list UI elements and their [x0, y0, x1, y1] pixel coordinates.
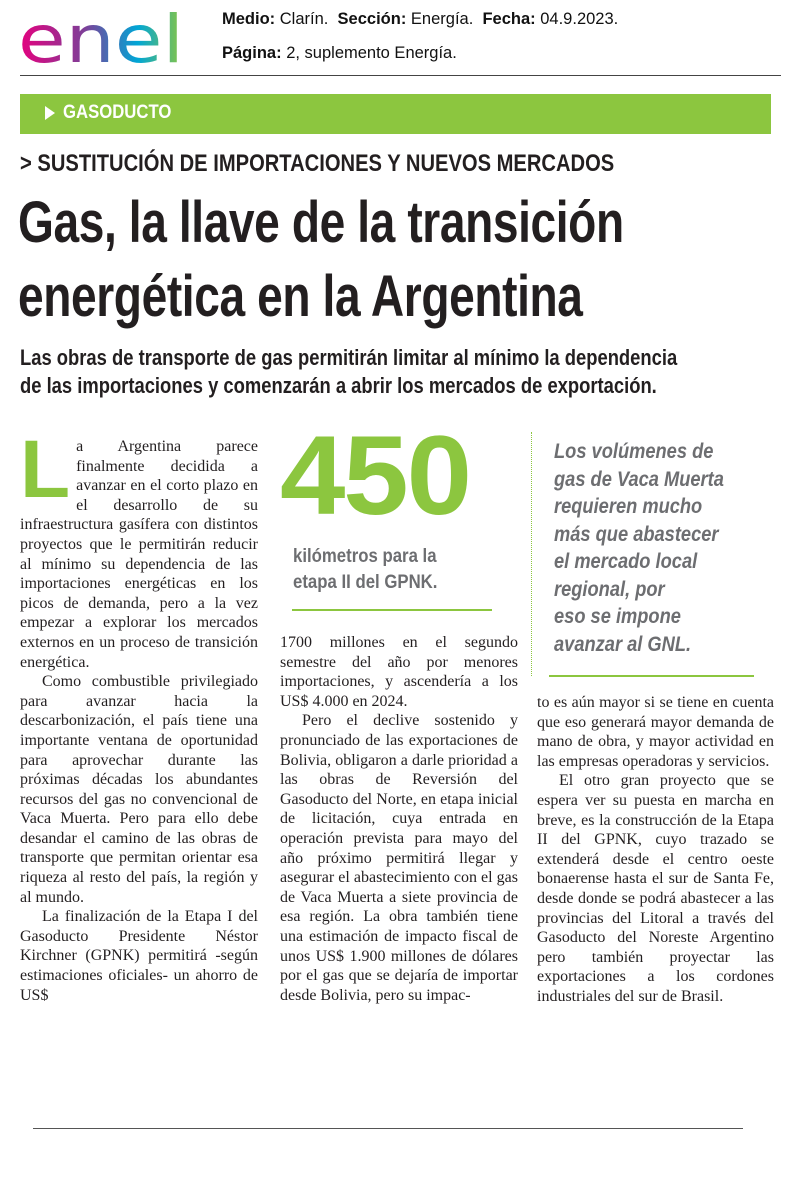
paragraph: Pero el declive sostenido y pronunciado de las exportaciones de Bolivia, obligaron a darle prioridad a las obras de Reversión del Gasoducto del Norte, en etapa inicial de licitación, cuya entrada en operación prevista para mayo del año próximo permitirá llegar y asegurar el abastecimiento con el gas de Vaca Muerta a siete provincia de esa región. La obra también tiene una estimación de impacto fiscal de unos US$ 1.900 millones de dólares por el gas que se dejaría de importar desde Bolivia, pero su impac-: [280, 712, 518, 1004]
seccion-value: Energía.: [410, 10, 474, 28]
pullquote-line: eso se impone: [554, 605, 681, 628]
paragraph: to es aún mayor si se tiene en cuenta que eso generará mayor demanda de mano de obra, y mayor actividad en las empresas operadoras y servicios.: [537, 694, 774, 770]
logo-text: enel: [18, 2, 184, 70]
fecha-label: Fecha:: [482, 10, 536, 28]
headline-line-1: Gas, la llave de la transición: [18, 190, 624, 255]
highlight-divider: [292, 609, 492, 611]
medio-value: Clarín.: [279, 10, 329, 28]
highlight-caption: [293, 543, 568, 595]
footer-divider: [33, 1128, 743, 1129]
pullquote-line: el mercado local: [554, 550, 698, 573]
section-label: GASODUCTO: [63, 102, 172, 123]
paragraph: El otro gran proyecto que se espera ver su puesta en marcha en breve, es la construcción de la Etapa II del GPNK, cuyo trazado se extenderá desde el centro oeste bonaerense hasta el sur de Santa Fe, desde donde se podrá abastecer a las provincias del Litoral a través del Gasoducto del Noreste Argentino pero también proyectar las exportaciones a los cordones industriales del sur de Brasil.: [537, 772, 774, 1005]
headline-line-2: energética en la Argentina: [18, 264, 583, 329]
paragraph: 1700 millones en el segundo semestre del año por menores importaciones, y ascendería a los US$ 4.000 en 2024.: [280, 634, 518, 710]
enel-logo: [18, 2, 186, 70]
body-column-1: [20, 424, 258, 1005]
meta-line-1: [222, 10, 618, 29]
subheadline: [20, 344, 772, 400]
pullquote-line: requieren mucho: [554, 495, 703, 518]
paragraph: Como combustible privilegiado para avanzar hacia la descarbonización, el país tiene una importante ventana de oportunidad para aprovechar durante las próximas décadas los abundantes recursos del gas no convencional de Vaca Muerta. Pero para ello debe desandar el camino de las obras de transporte que permitan orientar esa riqueza al resto del país, la región y al mundo.: [20, 673, 258, 906]
pullquote-line: más que abastecer: [554, 522, 719, 546]
section-bar: [20, 94, 771, 134]
fecha-value: 04.9.2023.: [540, 10, 619, 28]
pagina-value: 2, suplemento Energía.: [286, 44, 457, 62]
pullquote-vertical-rule: [531, 432, 532, 676]
pull-quote: [554, 438, 780, 658]
pagina-label: Página:: [222, 44, 282, 62]
subhead-line-2: de las importaciones y comenzarán a abrir los mercados de exportación.: [20, 373, 657, 398]
meta-line-2: [222, 44, 457, 63]
paragraph-text: a Argentina parece finalmente decidida a avanzar en el corto plazo en el desarrollo de su infraestructura gasífera con distintos proyectos que le permitirán reducir al mínimo su dependencia de las importaciones energéticas en los picos de demanda, pero a la vez empezar a explorar los mercados externos en un proceso de transición energética.: [20, 438, 258, 671]
highlight-number: 450: [280, 413, 470, 538]
pullquote-line: regional, por: [554, 577, 665, 601]
seccion-label: Sección:: [337, 10, 407, 28]
paragraph: [20, 424, 258, 672]
paragraph: La finalización de la Etapa I del Gasoducto Presidente Néstor Kirchner (GPNK) permitirá -según estimaciones oficiales- un ahorro de US$: [20, 908, 258, 1004]
highlight-caption-line-2: etapa II del GPNK.: [293, 571, 438, 593]
headline: [18, 186, 797, 334]
subhead-line-1: Las obras de transporte de gas permitirán limitar al mínimo la dependencia: [20, 345, 678, 370]
highlight-caption-line-1: kilómetros para la: [293, 545, 437, 567]
play-arrow-icon: [45, 106, 55, 120]
body-column-2: [280, 633, 518, 1005]
kicker: > SUSTITUCIÓN DE IMPORTACIONES Y NUEVOS MERCADOS: [20, 150, 615, 177]
pullquote-line: gas de Vaca Muerta: [554, 467, 724, 491]
pullquote-line: Los volúmenes de: [554, 440, 714, 463]
drop-cap: L: [20, 424, 71, 515]
body-column-3: [537, 693, 774, 1007]
pullquote-divider: [549, 675, 754, 677]
header-divider: [20, 75, 781, 76]
medio-label: Medio:: [222, 10, 276, 28]
pullquote-line: avanzar al GNL.: [554, 632, 692, 656]
